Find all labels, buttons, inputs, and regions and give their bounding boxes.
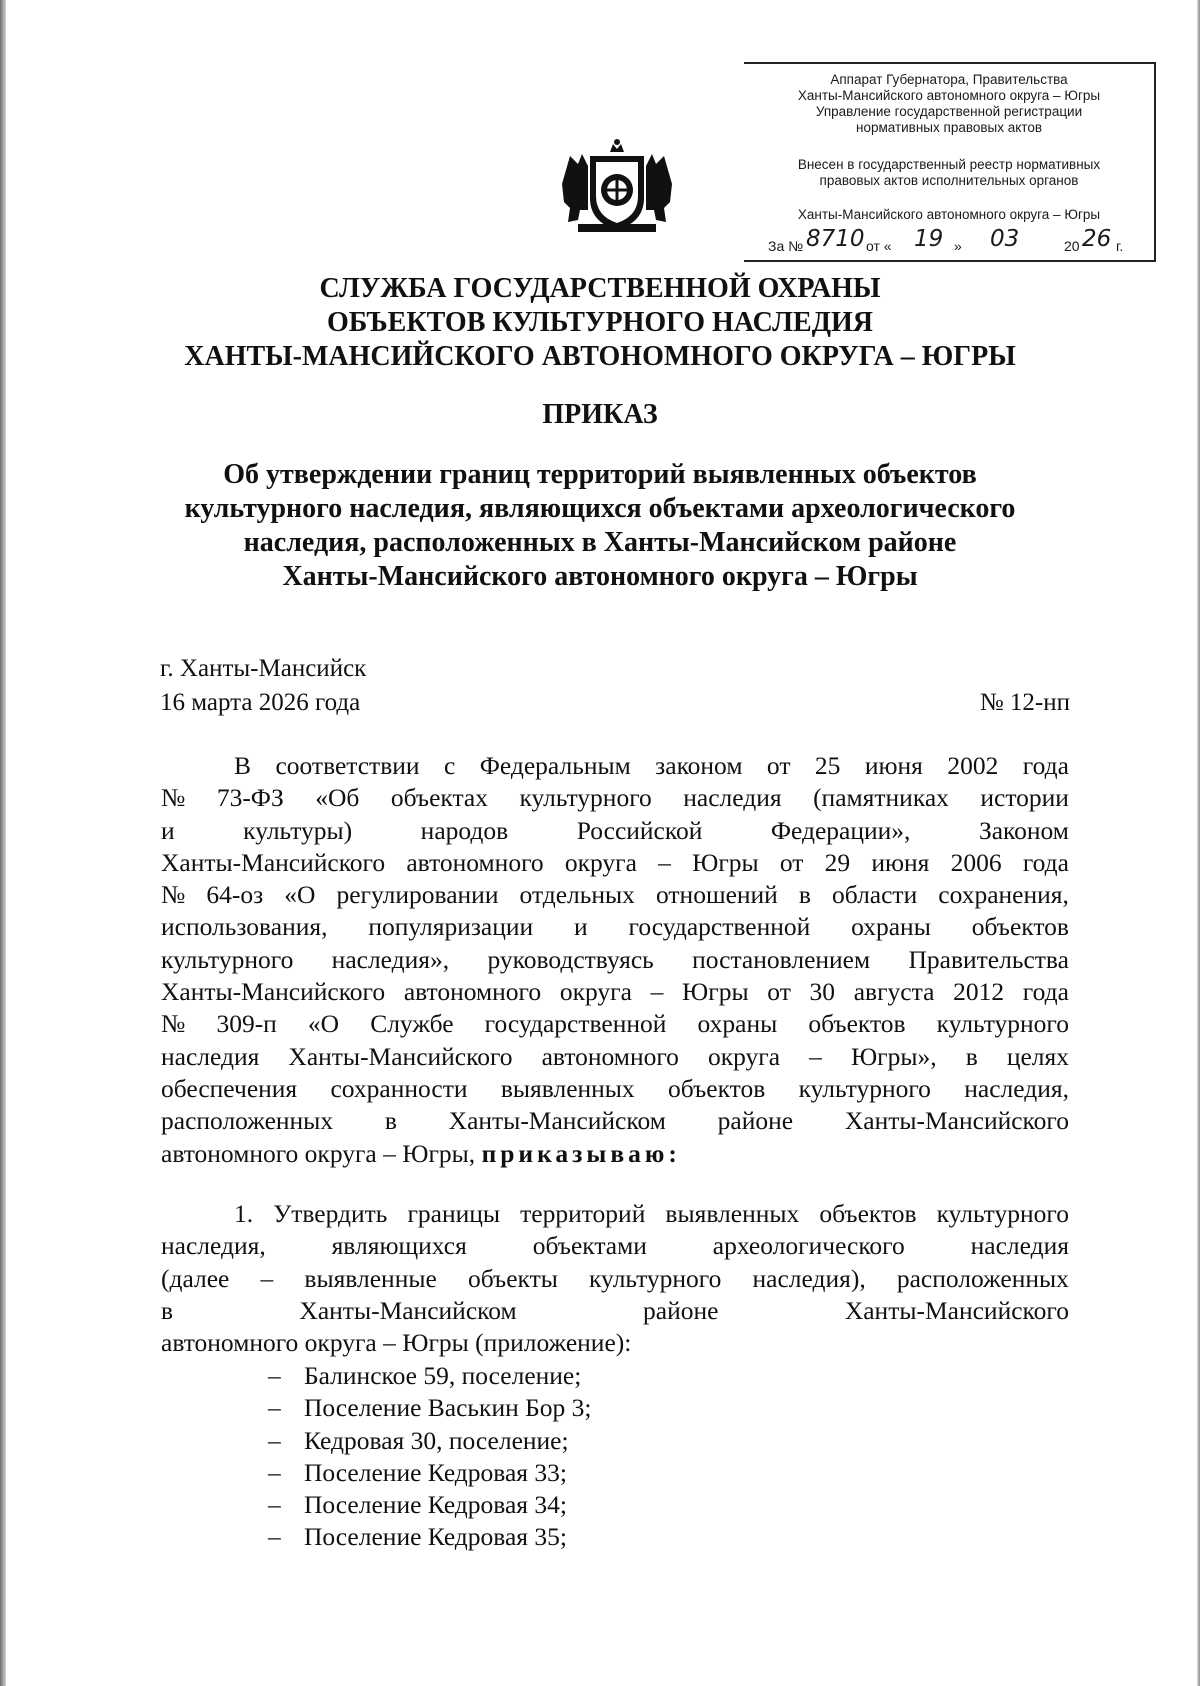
- word: культурного: [589, 1263, 722, 1293]
- list-dash: –: [268, 1457, 281, 1487]
- text-line: [161, 879, 1069, 911]
- coat-of-arms-icon: [558, 138, 676, 236]
- word: (далее: [161, 1263, 230, 1293]
- word: объектов: [808, 1009, 906, 1039]
- word: постановлением: [692, 944, 871, 974]
- site-list-item: [268, 1392, 591, 1424]
- word: соответствии: [275, 751, 420, 780]
- word: от: [779, 847, 804, 877]
- word: Югры: [692, 847, 759, 877]
- word: отношений: [655, 880, 778, 910]
- stamp-header: [744, 72, 1154, 136]
- word: объектов: [971, 912, 1069, 942]
- text-line: [161, 1198, 1069, 1230]
- word: –: [809, 1041, 822, 1071]
- word: июня: [871, 847, 930, 877]
- word: использования,: [161, 912, 328, 942]
- word: государственной: [628, 912, 811, 942]
- site-name: Поселение Кедровая 33;: [304, 1457, 567, 1487]
- text-line: [161, 1295, 1069, 1327]
- site-list-item: [268, 1521, 591, 1553]
- word: охраны: [851, 912, 931, 942]
- word: 64-оз: [206, 880, 264, 910]
- word: Законом: [978, 815, 1069, 845]
- sites-list: [268, 1360, 591, 1554]
- word: Российской: [576, 815, 703, 845]
- word: Ханты-Мансийского: [844, 1106, 1069, 1136]
- stamp-quote: »: [954, 238, 962, 254]
- word: наследия,: [161, 1231, 266, 1261]
- stamp-line: Ханты-Мансийского автономного округа – Югры: [797, 88, 1101, 103]
- word: автономного: [403, 977, 542, 1007]
- word: сохранения,: [938, 880, 1069, 910]
- word: от: [767, 977, 791, 1007]
- word: истории: [980, 783, 1069, 813]
- stamp-line: Управление государственной регистрации: [815, 104, 1083, 119]
- organization-name-line: СЛУЖБА ГОСУДАРСТВЕННОЙ ОХРАНЫ: [319, 273, 881, 304]
- word: в: [965, 1041, 978, 1071]
- text-line: [161, 1105, 1069, 1137]
- word: «Об: [315, 783, 360, 813]
- word: Ханты-Мансийского: [161, 847, 386, 877]
- word: выявленные: [304, 1263, 437, 1293]
- word: Ханты-Мансийского: [161, 977, 386, 1007]
- word: культурного: [798, 1073, 931, 1103]
- scan-edge-left: [0, 0, 6, 1686]
- text-line: [161, 1008, 1069, 1040]
- word: сохранности: [330, 1073, 468, 1103]
- word: округа: [564, 847, 637, 877]
- document-type: ПРИКАЗ: [542, 399, 658, 430]
- word: объекты: [467, 1263, 558, 1293]
- word: государственной: [484, 1009, 667, 1039]
- stamp-ot: от «: [866, 238, 892, 254]
- word: расположенных: [161, 1106, 334, 1136]
- document-title: [100, 458, 1100, 594]
- word: выявленных: [665, 1199, 800, 1228]
- word: Ханты-Мансийского: [844, 1295, 1069, 1325]
- word: Федеральным: [479, 751, 631, 780]
- site-name: Балинское 59, поселение;: [304, 1361, 582, 1390]
- stamp-line: Внесен в государственный реестр нормативных: [797, 157, 1101, 172]
- word: (памятниках: [813, 783, 949, 813]
- stamp-year-suffix: 26: [1082, 226, 1112, 252]
- word: объектов: [668, 1073, 766, 1103]
- preamble-paragraph: [161, 750, 1069, 1170]
- word: 2002: [947, 751, 999, 780]
- word: 73-ФЗ: [216, 783, 284, 813]
- stamp-line: Ханты-Мансийского автономного округа – Югры: [797, 207, 1101, 222]
- word: культурного: [161, 944, 294, 974]
- text-line: [161, 847, 1069, 879]
- word: культурного: [936, 1009, 1069, 1039]
- word: –: [658, 847, 671, 877]
- word: №: [161, 880, 186, 910]
- stamp-region: [744, 207, 1154, 223]
- site-list-item: [268, 1360, 591, 1392]
- word: автономного: [406, 847, 544, 877]
- word: Службе: [370, 1009, 454, 1039]
- site-name: Поселение Васькин Бор 3;: [304, 1393, 592, 1423]
- word: наследия: [683, 783, 782, 813]
- word: В: [234, 751, 252, 780]
- word: культурного: [519, 783, 652, 813]
- word: автономного: [541, 1041, 679, 1071]
- organization-name-line: ОБЪЕКТОВ КУЛЬТУРНОГО НАСЛЕДИЯ: [327, 307, 873, 338]
- word: 29: [824, 847, 851, 877]
- word: археологического: [712, 1231, 905, 1261]
- word: Югры»,: [850, 1041, 937, 1071]
- site-list-item: [268, 1489, 591, 1521]
- document-title-line: наследия, расположенных в Ханты-Мансийском районе: [243, 527, 957, 558]
- list-dash: –: [268, 1393, 281, 1423]
- word: года: [1022, 977, 1069, 1007]
- document-place: г. Ханты-Мансийск: [160, 655, 367, 682]
- site-name: Поселение Кедровая 35;: [304, 1522, 567, 1552]
- text-line: [161, 1230, 1069, 1262]
- document-title-line: Об утверждении границ территорий выявленных объектов: [223, 459, 977, 490]
- word: руководствуясь: [487, 944, 654, 974]
- word: охраны: [697, 1009, 778, 1039]
- stamp-line: правовых актов исполнительных органов: [819, 173, 1079, 188]
- word: объектов: [819, 1199, 917, 1228]
- word: округа: [559, 977, 632, 1007]
- word: 1.: [234, 1199, 254, 1228]
- word: районе: [717, 1106, 794, 1136]
- word: от: [766, 751, 791, 780]
- organization-name: [100, 272, 1100, 374]
- word: «О: [284, 880, 316, 910]
- word: наследия»,: [331, 944, 450, 974]
- word: №: [161, 1009, 186, 1039]
- text-line: [161, 1263, 1069, 1295]
- word: 2012: [953, 977, 1005, 1007]
- word: с: [443, 751, 456, 780]
- document-title-line: культурного наследия, являющихся объектами археологического: [184, 493, 1016, 524]
- word: границы: [407, 1199, 501, 1228]
- list-dash: –: [268, 1361, 281, 1390]
- text-line: [161, 815, 1069, 847]
- stamp-day: 19: [914, 226, 944, 252]
- list-dash: –: [268, 1425, 281, 1455]
- document-number: № 12-нп: [979, 689, 1070, 716]
- word: Правительства: [908, 944, 1069, 974]
- list-dash: –: [268, 1490, 281, 1520]
- word: наследия),: [752, 1263, 866, 1293]
- word: области: [831, 880, 918, 910]
- document-title-line: Ханты-Мансийского автономного округа – Югры: [282, 561, 918, 592]
- stamp-reg-number: 8710: [806, 226, 865, 252]
- text-line: [161, 1041, 1069, 1073]
- word: наследия,: [964, 1073, 1069, 1103]
- organization-name-line: ХАНТЫ-МАНСИЙСКОГО АВТОНОМНОГО ОКРУГА – ЮГРЫ: [184, 341, 1016, 372]
- text-line: [161, 750, 1069, 782]
- word: –: [650, 977, 664, 1007]
- stamp-month: 03: [990, 226, 1020, 252]
- word: целях: [1006, 1041, 1069, 1071]
- stamp-prefix: За №: [768, 238, 804, 254]
- word: Федерации»,: [770, 815, 911, 845]
- word: Ханты-Мансийском: [448, 1106, 666, 1136]
- word: июня: [864, 751, 923, 780]
- word: Югры: [682, 977, 749, 1007]
- stamp-year-prefix: 20: [1064, 238, 1080, 254]
- word: года: [1022, 847, 1069, 877]
- word: Ханты-Мансийского: [288, 1041, 513, 1071]
- word: районе: [643, 1295, 719, 1325]
- site-list-item: [268, 1425, 591, 1457]
- word: 2006: [950, 847, 1002, 877]
- text-line: [161, 976, 1069, 1008]
- word: популяризации: [368, 912, 534, 942]
- word: отдельных: [519, 880, 635, 910]
- word: года: [1022, 751, 1069, 780]
- word: 30: [809, 977, 836, 1007]
- text-line: [161, 1073, 1069, 1105]
- word: территорий: [520, 1199, 646, 1228]
- word: в: [161, 1295, 174, 1325]
- stamp-line: Аппарат Губернатора, Правительства: [830, 72, 1068, 87]
- text-line: [161, 944, 1069, 976]
- word: №: [161, 783, 186, 813]
- word: 25: [814, 751, 841, 780]
- word: объектами: [532, 1231, 647, 1261]
- site-name: Кедровая 30, поселение;: [304, 1425, 569, 1455]
- preamble-last-text: автономного округа – Югры,: [161, 1138, 476, 1168]
- site-list-item: [268, 1457, 591, 1489]
- word: –: [260, 1263, 274, 1293]
- stamp-line: нормативных правовых актов: [855, 120, 1043, 135]
- word: в: [384, 1106, 397, 1136]
- text-line: [161, 782, 1069, 814]
- word: и: [574, 912, 588, 942]
- word: культуры): [243, 815, 353, 845]
- word: регулировании: [336, 880, 499, 910]
- word: Ханты-Мансийском: [299, 1295, 517, 1325]
- document-date: 16 марта 2026 года: [160, 689, 361, 716]
- word: обеспечения: [161, 1073, 298, 1103]
- order-word: приказываю:: [481, 1138, 681, 1168]
- word: законом: [655, 751, 743, 780]
- stamp-g: г.: [1116, 238, 1124, 254]
- stamp-registration-line: [768, 226, 1148, 258]
- word: 309-п: [216, 1009, 277, 1039]
- word: культурного: [936, 1199, 1069, 1228]
- item-1-last-text: автономного округа – Югры (приложение):: [161, 1328, 632, 1358]
- text-line: [161, 911, 1069, 943]
- word: августа: [853, 977, 935, 1007]
- site-name: Поселение Кедровая 34;: [304, 1490, 567, 1520]
- word: наследия: [970, 1231, 1069, 1261]
- word: округа: [707, 1041, 781, 1071]
- list-dash: –: [268, 1522, 281, 1552]
- word: в: [798, 880, 811, 910]
- word: выявленных: [500, 1073, 635, 1103]
- word: являющихся: [331, 1231, 467, 1261]
- word: Утвердить: [273, 1199, 388, 1228]
- word: расположенных: [896, 1263, 1069, 1293]
- word: «О: [307, 1009, 340, 1039]
- item-1-paragraph: [161, 1198, 1069, 1359]
- word: народов: [420, 815, 509, 845]
- stamp-registry: [744, 157, 1154, 189]
- word: наследия: [161, 1041, 260, 1071]
- word: и: [161, 815, 175, 845]
- registration-stamp: [744, 62, 1156, 262]
- word: объектах: [390, 783, 488, 813]
